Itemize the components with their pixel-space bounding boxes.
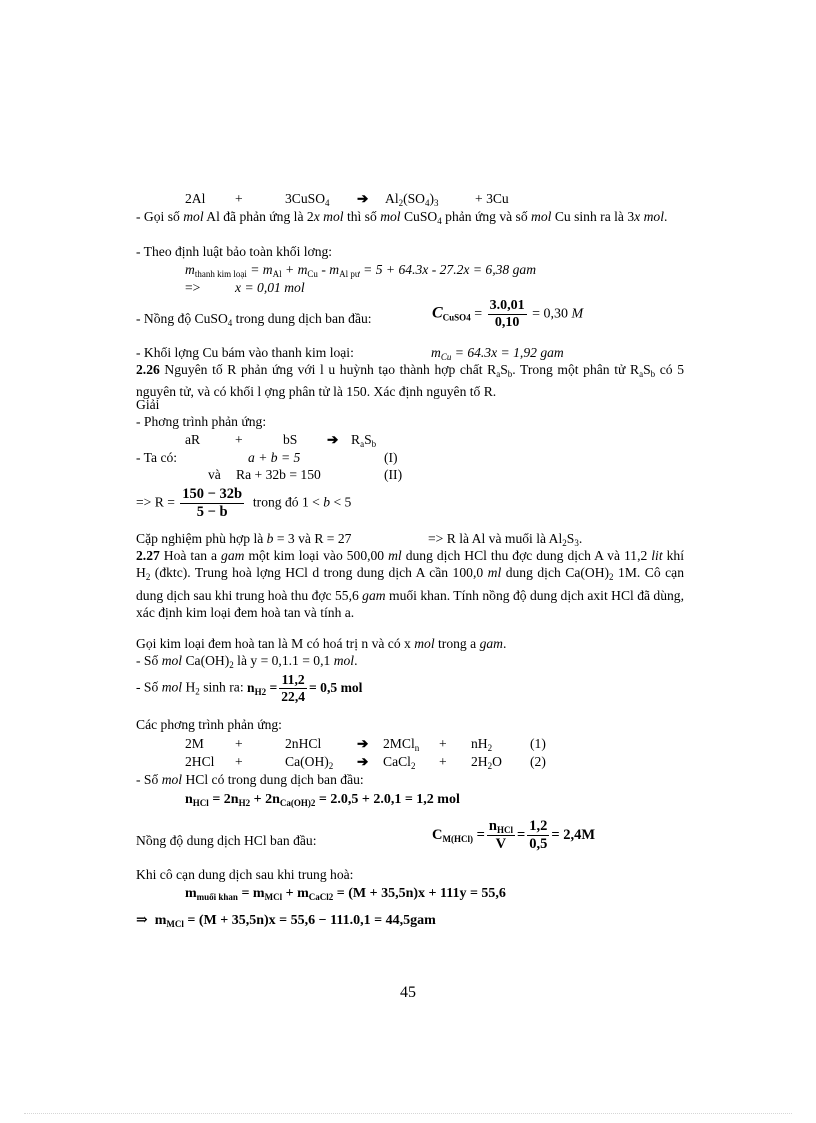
subscript: Cu <box>307 269 318 279</box>
subscript: 3 <box>434 198 439 208</box>
text-italic: mol <box>161 653 183 668</box>
text-italic: = m <box>250 262 273 277</box>
text: - Gọi số <box>136 209 180 224</box>
subscript: Cu <box>440 352 452 362</box>
text-italic: mol <box>323 209 344 224</box>
subscript: Al <box>272 269 282 279</box>
subscript: 4 <box>466 312 471 323</box>
text: khí H <box>136 548 684 581</box>
subscript: 2 <box>229 660 234 670</box>
mass-mcl-equation <box>136 912 436 929</box>
reactant-al: 2Al <box>185 191 206 206</box>
fraction <box>487 818 515 853</box>
denominator: 0,5 <box>529 836 548 852</box>
reaction-arrow-icon: ➔ <box>357 191 369 206</box>
subscript: H <box>238 798 246 808</box>
subscript: 2 <box>609 572 614 583</box>
numerator: 3.0,01 <box>489 298 525 313</box>
product-al: Al <box>385 191 399 206</box>
text: trong đó 1 < <box>252 494 324 510</box>
problem-number: 2.27 <box>136 548 160 563</box>
page-number: 45 <box>400 984 416 1001</box>
text-bold: n <box>247 679 255 695</box>
text: Ca(OH) <box>182 653 230 668</box>
moles-hcl <box>136 771 684 788</box>
plus-sign: + <box>235 432 243 447</box>
text: thì số <box>346 209 377 224</box>
text-italic: + m <box>281 262 308 277</box>
text-bold: C <box>432 304 443 322</box>
text-bold: m <box>185 886 197 901</box>
text: Cặp nghiệm phù hợp là <box>136 531 267 546</box>
subscript: Ca(OH) <box>279 798 311 808</box>
subscript: muối khan <box>196 892 238 902</box>
text: - Khối lợng Cu bám vào thanh kim loại: <box>136 345 354 360</box>
text: H <box>182 679 196 695</box>
equation: Ra + 32b = 150 <box>236 467 321 482</box>
text-italic: b <box>266 531 274 546</box>
numerator: n <box>488 818 497 834</box>
implies-arrow: => <box>185 280 201 295</box>
text-italic: = 1,92 <box>497 345 537 360</box>
product: 2MCl <box>383 736 415 751</box>
text-bold: + 2n <box>250 792 280 807</box>
equation-label: (2) <box>530 754 546 769</box>
reactant: 2nHCl <box>285 736 322 751</box>
document-page: 2Al + 3CuSO$_4$ ➔ $Al_2(SO_4)_3$ + 3Cu - Gọi số mol Al đã phản ứng là 2x mol thì số mol CuSO$_4$ phản ứng và số mol Cu sinh ra là 3x mol. - Theo định luật bảo toàn khối lơng: $m_{thanh kim loại} = m_{Al} + m_{Cu} - m_{Al pư} = 5 + 64.3x - 27.2x = 6,38$ gam => x = 0,01 mol - Nồng độ CuSO$_4$ trong dung dịch ban đầu: $C_{CuSO4}$ = $\frac{3.0,01}{0,10}$ = 0,30 M - Khối lợng Cu bám vào thanh kim loại: $m_{Cu} = 64.3x = 1,92$ gam 2.26 Nguyên tố R phản ứng với l u huỳnh tạo thành hợp chất $R_aS_b$. Trong một phân tử $R_aS_b$ có 5 nguyên tử, và có khối l ợng phân tử là 150. Xác định nguyên tố R. Giải - Phơng trình phản ứng: aR + bS ➔ $R_aS_b$ - Ta có: a + b = 5 (I) và Ra + 32b = 150 (II) => R = $\frac{150 - 32b}{5 - b}$ trong đó 1 < b < 5 Cặp nghiệm phù hợp là b = 3 và R = 27 => R là Al và muối là $Al_2S_3$. 2.27 Hoà tan a gam một kim loại vào 500,00 ml dung dịch HCl thu đợc dung dịch A và 11,2 lit khí $H_2$ (đktc). Trung hoà lợng HCl d trong dung dịch A cần 100,0 ml dung dịch $Ca(OH)_2$ 1M. Cô cạn dung dịch sau khi trung hoà thu đợc 55,6 gam muối khan. Tính nồng độ dung dịch axit HCl đã dùng, xác định kim loại đem hoà tan và tính a. Gọi kim loại đem hoà tan là M có hoá trị n và có x mol trong a gam. - Số mol $Ca(OH)_2$ là y = 0,1.1 = 0,1 mol. - Số mol $H_2$ sinh ra: $n_{H2}$ = $\frac{11,2}{22,4}$ = 0,5 mol Các phơng trình phản ứng: 2M + 2nHCl ➔ 2MCl$_n$ + $nH_2$ (1) 2HCl + $Ca(OH)_2$ ➔ CaCl$_2$ + $2H_2O$ (2) - Số mol HCl có trong dung dịch ban đầu: $n_{HCl} = 2n_{H2} + 2n_{Ca(OH)2} = 2.0,5 + 2.0,1 = 1,2$ mol Nồng độ dung dịch HCl ban đầu: $C_{M(HCl)}$ = $\frac{n_{HCl}}{V}$ = $\frac{1,2}{0,5}$ = 2,4M Khi cô cạn dung dịch sau khi trung hoà: $m_{muối khan} = m_{MCl} + m_{CaCl2} = (M + 35,5n)x + 111y = 55,6$ ⇒ $m_{MCl} = (M + 35,5n)x = 55,6 - 111.0,1 = 44,5gam$ 45 <box>0 0 816 1123</box>
subscript: 2 <box>310 798 316 808</box>
subscript: HCl <box>496 825 513 835</box>
text: S <box>566 531 575 546</box>
text-italic: m <box>185 262 195 277</box>
subscript: 2 <box>328 761 334 771</box>
numerator: 150 − 32b <box>182 486 243 502</box>
hcl-equation <box>185 792 460 808</box>
text: => R = <box>136 494 175 510</box>
concentration-cuso4 <box>136 310 684 332</box>
text-bold: = 0,5 mol <box>309 679 363 695</box>
reactant: aR <box>185 432 201 447</box>
subscript: 2 <box>195 686 200 697</box>
subscript: b <box>650 369 656 379</box>
text-italic: mol <box>183 209 204 224</box>
text: muối khan. Tính nồng độ dung dịch axit HCl đã dùng, xác định kim loại đem hoà tan và tính a. <box>136 587 685 621</box>
text-italic: ml <box>388 548 402 563</box>
fraction <box>527 818 549 853</box>
text: - Số <box>136 772 162 787</box>
subscript: b <box>371 439 377 449</box>
text: < 5 <box>330 494 352 510</box>
reactant-cuso4: 3CuSO <box>285 191 326 206</box>
text-italic: x <box>491 345 498 360</box>
solution-pair <box>136 530 684 547</box>
text-bold: = (M + 35,5n)x = 55,6 − 111.0,1 = 44,5gam <box>183 913 436 928</box>
text: có 5 nguyên tử, và có khối l ợng phân tử là 150. Xác định nguyên tố R. <box>136 362 684 399</box>
text-bold: = (M + 35,5n)x + 111y = 55,6 <box>333 886 506 901</box>
product: nH <box>471 736 488 751</box>
text: . <box>354 653 358 668</box>
numerator: 11,2 <box>279 672 307 689</box>
text-italic: gam <box>479 636 503 651</box>
reaction-equation-heading: - Phơng trình phản ứng: <box>136 414 267 429</box>
moles-h2: - Số mol $H_2$ sinh ra: $n_{H2}$ = $\frac{11,2}{22,4}$ = 0,5 mol <box>136 672 363 704</box>
text-italic: gam <box>362 587 386 603</box>
text: = 3 và R = 27 <box>273 531 352 546</box>
text: = 0,30 <box>532 306 568 322</box>
product: R <box>351 432 361 447</box>
text: trong dung dịch ban đầu: <box>232 311 372 326</box>
text: Gọi kim loại đem hoà tan là M có hoá trị n và có x <box>136 636 415 651</box>
subscript: 2 <box>487 761 493 771</box>
subscript: 4 <box>227 318 233 328</box>
text: - Số <box>136 653 162 668</box>
plus-sign: + <box>235 754 243 769</box>
text-italic: mol <box>333 653 355 668</box>
equation-label: (1) <box>530 736 546 751</box>
problem-2-26 <box>136 361 684 400</box>
text-bold: = 2n <box>208 792 239 807</box>
fraction <box>180 486 244 521</box>
text: 1M. Cô cạn dung dịch sau khi trung hoà thu đợc 55,6 <box>136 565 684 603</box>
reactant: bS <box>283 432 298 447</box>
text: dung dịch HCl thu đợc dung dịch A và 11,2 <box>401 548 652 563</box>
text-italic: x <box>634 209 641 224</box>
subscript: a <box>496 369 501 379</box>
subscript: HCl <box>192 798 209 808</box>
subscript: 4 <box>325 198 330 208</box>
text-bold: = 2.0,5 + 2.0,1 = 1,2 mol <box>315 792 460 807</box>
product: 2H <box>471 754 488 769</box>
metal-definition <box>136 635 684 652</box>
text-italic: x <box>313 209 320 224</box>
subscript: n <box>414 743 420 753</box>
text-bold: C <box>432 826 443 843</box>
subscript: 4 <box>425 198 430 208</box>
reactions-heading: Các phơng trình phản ứng: <box>136 717 282 732</box>
text: Cu sinh ra là 3 <box>554 209 635 224</box>
text-italic: mol <box>643 209 664 224</box>
text: CuSO <box>403 209 438 224</box>
subscript: CaCl <box>308 892 329 902</box>
text-italic: M <box>571 306 584 322</box>
equation-label: (II) <box>384 467 403 482</box>
text: (đktc). Trung hoà lợng HCl d trong dung dịch A cần 100,0 <box>150 565 488 581</box>
text-italic: lit <box>651 548 663 563</box>
hcl-concentration-formula <box>432 818 595 853</box>
text: . Trong một phân tử R <box>512 362 640 377</box>
paragraph-moles: - Gọi số mol Al đã phản ứng là 2x mol thì số mol CuSO$_4$ phản ứng và số mol Cu sinh ra là 3x mol. <box>136 209 668 226</box>
text-italic: = 0,01 mol <box>241 280 305 295</box>
text: . <box>502 636 507 651</box>
denominator: V <box>495 836 507 852</box>
reactant: Ca(OH) <box>285 754 329 769</box>
denominator: 0,10 <box>494 315 520 330</box>
text: sinh ra: <box>199 679 244 695</box>
moles-caoh2 <box>136 652 684 674</box>
text: S <box>500 362 508 377</box>
evaporation-line: Khi cô cạn dung dịch sau khi trung hoà: <box>136 867 354 882</box>
text-italic: x <box>235 280 242 295</box>
subscript: thanh kim loại <box>194 269 247 279</box>
text-italic: mol <box>380 209 401 224</box>
text: một kim loại vào 500,00 <box>244 548 389 563</box>
reactant: 2M <box>185 736 204 751</box>
subscript: 3 <box>574 538 579 548</box>
text: phản ứng và số <box>445 209 528 224</box>
implies-arrow-icon: ⇒ <box>136 913 148 928</box>
plus-sign: + <box>235 736 243 751</box>
subscript: 2 <box>562 538 567 548</box>
equation-system-1 <box>136 449 684 466</box>
subscript: Al pư <box>339 269 360 279</box>
fraction <box>279 672 307 705</box>
text-bold: n <box>185 792 193 807</box>
concentration-formula: $C_{CuSO4}$ = $\frac{3.0,01}{0,10}$ = 0,30 M <box>432 298 584 330</box>
hcl-concentration-label: Nồng độ dung dịch HCl ban đầu: <box>136 833 317 848</box>
text-bold: m <box>154 913 167 928</box>
paragraph-conservation: - Theo định luật bảo toàn khối lơng: <box>136 244 333 259</box>
subscript: 2 <box>487 743 493 753</box>
text: HCl có trong dung dịch ban đầu: <box>182 772 364 787</box>
product: S <box>364 432 372 447</box>
fraction <box>488 298 527 331</box>
r-fraction <box>136 486 351 521</box>
product: O <box>492 754 502 769</box>
mass-salt-equation <box>185 886 506 902</box>
text-bold: + m <box>282 886 309 901</box>
plus-sign: + <box>235 191 243 206</box>
text-italic: - m <box>317 262 340 277</box>
text: dung dịch Ca(OH) <box>501 565 610 581</box>
text-italic: = 5 + 64.3x - 27.2x = 6,38 gam <box>359 262 537 277</box>
text: - Nồng độ CuSO <box>136 311 228 326</box>
problem-2-27 <box>136 547 684 622</box>
mass-cu <box>136 344 684 361</box>
numerator: 1,2 <box>529 818 548 834</box>
text: - Số <box>136 679 162 695</box>
footer-divider <box>24 1113 792 1114</box>
subscript: 2 <box>245 798 251 808</box>
text: => R là Al và muối là Al <box>428 531 563 546</box>
text-italic: mol <box>414 636 435 651</box>
text: là y = 0,1.1 = 0,1 <box>233 653 334 668</box>
text: Nguyên tố R phản ứng với l u huỳnh tạo thành hợp chất R <box>159 362 497 377</box>
subscript: H <box>254 686 262 697</box>
subscript: 2 <box>328 892 334 902</box>
text-italic: mol <box>161 772 183 787</box>
text: - Ta có: <box>136 450 178 465</box>
reaction-arrow-icon: ➔ <box>357 754 369 769</box>
subscript: 2 <box>398 198 404 208</box>
subscript: M(HCl) <box>442 833 473 844</box>
text: trong a <box>434 636 480 651</box>
text-italic: gam <box>221 548 245 563</box>
subscript: a <box>639 369 644 379</box>
text-bold: = 2,4M <box>551 826 596 843</box>
text: . <box>578 531 583 546</box>
text-italic: = 64.3 <box>451 345 492 360</box>
product: CaCl <box>383 754 411 769</box>
text-bold: = m <box>237 886 265 901</box>
subscript: b <box>507 369 513 379</box>
subscript: a <box>360 439 365 449</box>
text: S <box>643 362 651 377</box>
subscript: 2 <box>410 761 416 771</box>
text-italic: mol <box>161 679 183 695</box>
reactant: 2HCl <box>185 754 215 769</box>
giai-heading: Giải <box>136 397 160 412</box>
subscript: MCl <box>166 919 184 929</box>
equation: a + b = 5 <box>248 450 301 465</box>
text-italic: mol <box>531 209 552 224</box>
text: Hoà tan a <box>159 548 222 563</box>
text: Al đã phản ứng là 2 <box>206 209 314 224</box>
denominator: 5 − b <box>196 504 228 520</box>
product-cu: + 3Cu <box>475 191 509 206</box>
text: và <box>208 467 221 482</box>
subscript: MCl <box>264 892 283 902</box>
reaction-arrow-icon: ➔ <box>327 432 339 447</box>
subscript: 4 <box>437 216 442 226</box>
denominator: 22,4 <box>281 689 306 704</box>
product-so4: (SO <box>403 191 425 206</box>
subscript: CuSO <box>442 312 467 323</box>
text-italic: b <box>323 494 331 510</box>
text-italic: ml <box>487 565 502 581</box>
reaction-arrow-icon: ➔ <box>357 736 369 751</box>
subscript: 2 <box>261 686 267 697</box>
text-bold: = <box>516 826 526 843</box>
equation-label: (I) <box>384 450 398 465</box>
text-bold: = <box>476 826 485 843</box>
text-italic: gam <box>540 345 564 360</box>
plus-sign: + <box>439 736 447 751</box>
plus-sign: + <box>439 754 447 769</box>
subscript: 2 <box>145 572 151 583</box>
text-italic: m <box>431 345 441 360</box>
problem-number: 2.26 <box>136 362 160 377</box>
